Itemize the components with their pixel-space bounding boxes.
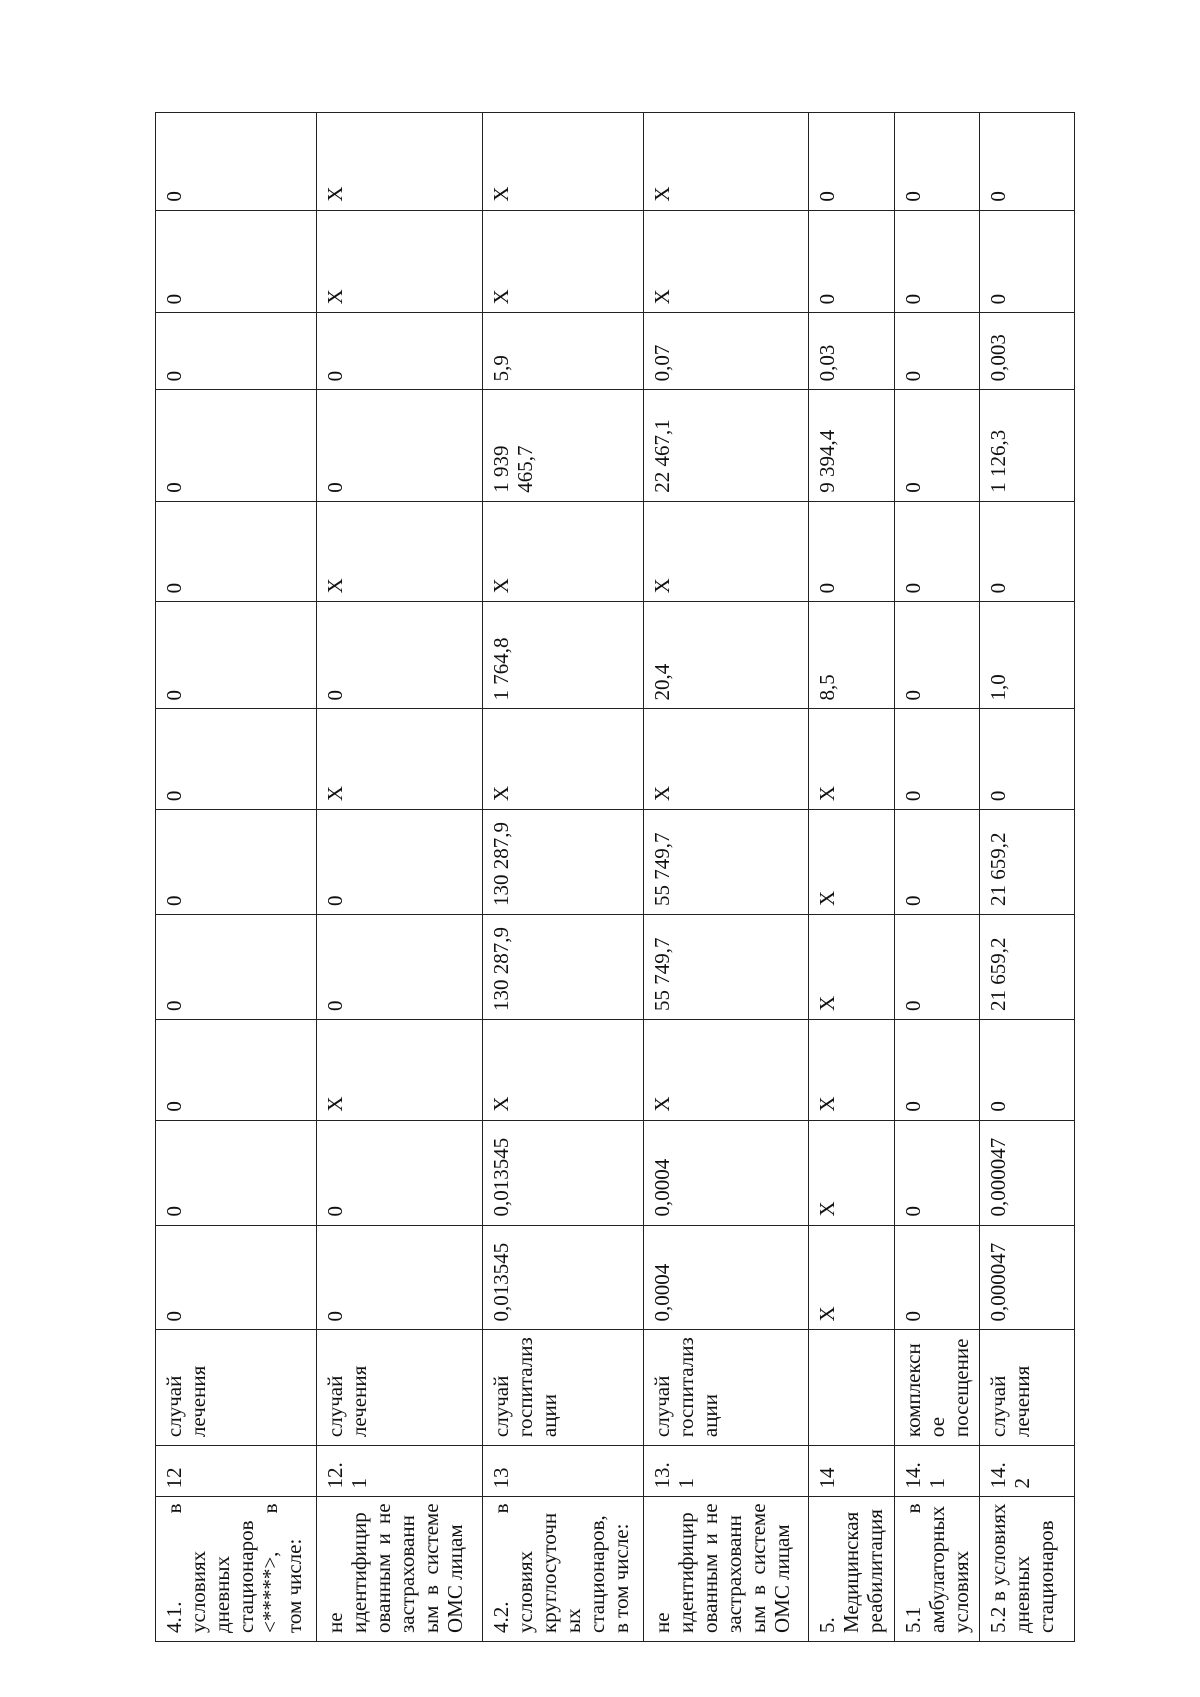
value-cell: 0 <box>156 1019 317 1120</box>
value-cell: 8,5 <box>809 602 894 709</box>
financing-table <box>155 112 1075 1642</box>
value-cell: 0 <box>894 113 979 211</box>
value-cell: 0 <box>809 501 894 602</box>
value-cell: X <box>317 709 482 810</box>
row-number-cell: 13.1 <box>643 1446 808 1497</box>
value-cell: 1 939 465,7 <box>482 390 643 501</box>
value-cell: 0,013545 <box>482 1120 643 1225</box>
table-row <box>156 113 317 1642</box>
value-cell: 0 <box>317 602 482 709</box>
value-cell: 0 <box>156 390 317 501</box>
row-name-cell: 4.2. в условиях круглосуточных стационаров, в том числе: <box>482 1497 643 1642</box>
value-cell: 0 <box>980 1019 1075 1120</box>
value-cell: 0 <box>156 915 317 1020</box>
value-cell: X <box>482 113 643 211</box>
row-number-cell: 12 <box>156 1446 317 1497</box>
value-cell: X <box>317 501 482 602</box>
table-row <box>643 113 808 1642</box>
value-cell: 0 <box>894 709 979 810</box>
value-cell: X <box>643 210 808 313</box>
value-cell: X <box>809 709 894 810</box>
value-cell: 21 659,2 <box>980 915 1075 1020</box>
value-cell: 0,013545 <box>482 1225 643 1330</box>
value-cell: 0 <box>894 390 979 501</box>
value-cell: 0 <box>894 501 979 602</box>
rotated-table-wrapper <box>155 112 1075 1642</box>
value-cell: 0 <box>894 210 979 313</box>
value-cell: X <box>482 709 643 810</box>
value-cell: X <box>643 1019 808 1120</box>
unit-cell: случай госпитализации <box>482 1330 643 1446</box>
value-cell: X <box>809 810 894 915</box>
value-cell: 0 <box>894 1120 979 1225</box>
row-name-cell: 5.2 в условиях дневных стационаров <box>980 1497 1075 1642</box>
value-cell: 55 749,7 <box>643 915 808 1020</box>
value-cell: X <box>317 210 482 313</box>
value-cell: 0 <box>894 313 979 390</box>
value-cell: X <box>482 210 643 313</box>
value-cell: X <box>643 709 808 810</box>
value-cell: 0 <box>317 1225 482 1330</box>
value-cell: 130 287,9 <box>482 915 643 1020</box>
value-cell: 5,9 <box>482 313 643 390</box>
value-cell: X <box>482 1019 643 1120</box>
value-cell: 0 <box>894 915 979 1020</box>
value-cell: 0 <box>156 210 317 313</box>
value-cell: X <box>317 113 482 211</box>
value-cell: 21 659,2 <box>980 810 1075 915</box>
row-number-cell: 14.1 <box>894 1446 979 1497</box>
value-cell: X <box>809 1019 894 1120</box>
value-cell: 0 <box>317 1120 482 1225</box>
value-cell: X <box>809 1120 894 1225</box>
value-cell: 0,003 <box>980 313 1075 390</box>
value-cell: X <box>482 501 643 602</box>
value-cell: 20,4 <box>643 602 808 709</box>
row-number-cell: 14 <box>809 1446 894 1497</box>
row-number-cell: 14.2 <box>980 1446 1075 1497</box>
value-cell: 0,0004 <box>643 1225 808 1330</box>
row-name-cell: 4.1. в условиях дневных стационаров <*****>, в том числе: <box>156 1497 317 1642</box>
value-cell: 0 <box>980 113 1075 211</box>
unit-cell <box>809 1330 894 1446</box>
value-cell: 0 <box>980 709 1075 810</box>
value-cell: X <box>643 501 808 602</box>
row-name-cell: 5. Медицинская реабилитация <box>809 1497 894 1642</box>
value-cell: 9 394,4 <box>809 390 894 501</box>
value-cell: 0 <box>317 313 482 390</box>
value-cell: 0 <box>317 810 482 915</box>
value-cell: 0 <box>156 1225 317 1330</box>
value-cell: 130 287,9 <box>482 810 643 915</box>
value-cell: X <box>809 915 894 1020</box>
value-cell: 0,03 <box>809 313 894 390</box>
value-cell: 0 <box>156 602 317 709</box>
value-cell: 0 <box>156 1120 317 1225</box>
value-cell: 0 <box>894 602 979 709</box>
value-cell: 0 <box>156 810 317 915</box>
value-cell: 0,000047 <box>980 1225 1075 1330</box>
row-name-cell: не идентифицированным и не застрахованным в системе ОМС лицам <box>317 1497 482 1642</box>
unit-cell: случай лечения <box>156 1330 317 1446</box>
value-cell: 0,0004 <box>643 1120 808 1225</box>
table-body <box>156 113 1075 1642</box>
value-cell: X <box>809 1225 894 1330</box>
value-cell: 0 <box>894 810 979 915</box>
value-cell: 0 <box>809 210 894 313</box>
value-cell: 0 <box>980 210 1075 313</box>
value-cell: X <box>643 113 808 211</box>
table-row <box>980 113 1075 1642</box>
value-cell: 0 <box>317 915 482 1020</box>
unit-cell: случай госпитализации <box>643 1330 808 1446</box>
value-cell: 0 <box>894 1225 979 1330</box>
table-row <box>317 113 482 1642</box>
value-cell: 0 <box>894 1019 979 1120</box>
value-cell: 0,000047 <box>980 1120 1075 1225</box>
value-cell: 1 764,8 <box>482 602 643 709</box>
value-cell: 1,0 <box>980 602 1075 709</box>
table-row <box>894 113 979 1642</box>
unit-cell: комплексное посещение <box>894 1330 979 1446</box>
value-cell: 0 <box>156 113 317 211</box>
row-number-cell: 12.1 <box>317 1446 482 1497</box>
value-cell: 0,07 <box>643 313 808 390</box>
table-row <box>809 113 894 1642</box>
value-cell: X <box>317 1019 482 1120</box>
row-name-cell: не идентифицированным и не застрахованным в системе ОМС лицам <box>643 1497 808 1642</box>
value-cell: 22 467,1 <box>643 390 808 501</box>
unit-cell: случай лечения <box>980 1330 1075 1446</box>
value-cell: 0 <box>156 709 317 810</box>
value-cell: 0 <box>156 501 317 602</box>
value-cell: 0 <box>809 113 894 211</box>
row-number-cell: 13 <box>482 1446 643 1497</box>
value-cell: 55 749,7 <box>643 810 808 915</box>
unit-cell: случай лечения <box>317 1330 482 1446</box>
row-name-cell: 5.1 в амбулаторных условиях <box>894 1497 979 1642</box>
value-cell: 1 126,3 <box>980 390 1075 501</box>
table-row <box>482 113 643 1642</box>
value-cell: 0 <box>156 313 317 390</box>
value-cell: 0 <box>980 501 1075 602</box>
value-cell: 0 <box>317 390 482 501</box>
